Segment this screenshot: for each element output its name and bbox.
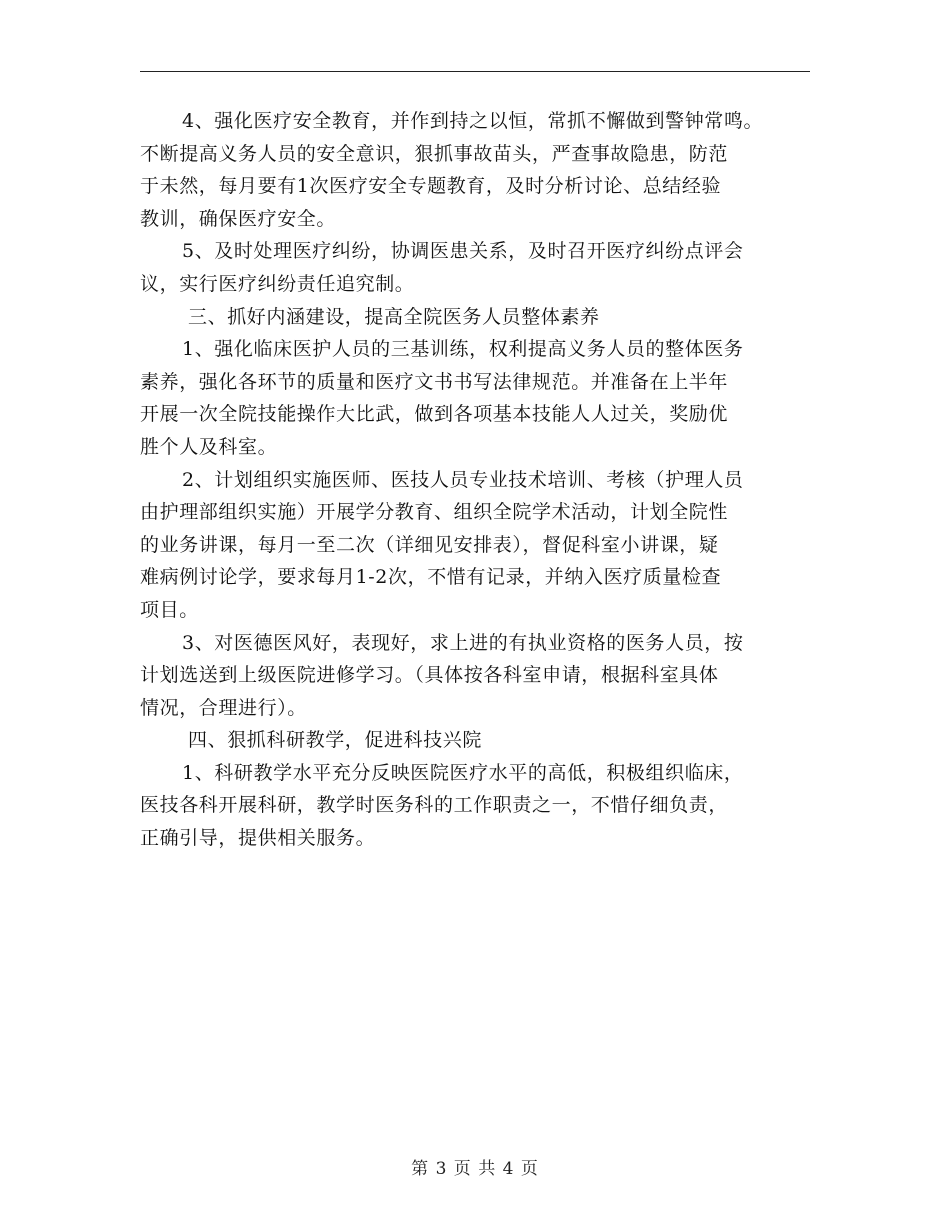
section4-item1-line-1: 1、科研教学水平充分反映医院医疗水平的高低，积极组织临床， — [182, 761, 744, 784]
section3-item2-line-2: 由护理部组织实施）开展学分教育、组织全院学术活动，计划全院性 — [140, 501, 729, 524]
section3-item1-line-4: 胜个人及科室。 — [140, 435, 278, 458]
section3-item1-line-1: 1、强化临床医护人员的三基训练，权利提高义务人员的整体医务 — [182, 338, 744, 361]
section-heading-4: 四、狠抓科研教学，促进科技兴院 — [188, 729, 483, 752]
section3-item3-line-3: 情况，合理进行）。 — [140, 696, 307, 719]
section3-item1-line-2: 素养，强化各环节的质量和医疗文书书写法律规范。并准备在上半年 — [140, 370, 729, 393]
section3-item2-line-5: 项目。 — [140, 598, 199, 621]
section3-item3-line-2: 计划选送到上级医院进修学习。（具体按各科室申请，根据科室具体 — [140, 664, 719, 687]
section3-item2-line-3: 的业务讲课，每月一至二次（详细见安排表），督促科室小讲课，疑 — [140, 533, 719, 556]
section4-item1-line-3: 正确引导，提供相关服务。 — [140, 827, 376, 850]
section-heading-3: 三、抓好内涵建设，提高全院医务人员整体素养 — [188, 305, 600, 328]
paragraph-4-line-1: 4、强化医疗安全教育，并作到持之以恒，常抓不懈做到警钟常鸣。 — [182, 110, 764, 132]
paragraph-4-line-4: 教训，确保医疗安全。 — [140, 207, 337, 230]
page-number-footer: 第 3 页 共 4 页 — [411, 1159, 539, 1179]
paragraph-5-line-2: 议，实行医疗纠纷责任追究制。 — [140, 272, 415, 295]
paragraph-5-line-1: 5、及时处理医疗纠纷，协调医患关系，及时召开医疗纠纷点评会 — [182, 240, 744, 263]
document-body — [140, 105, 812, 855]
section4-item1-line-2: 医技各科开展科研，教学时医务科的工作职责之一，不惜仔细负责， — [140, 794, 729, 817]
paragraph-4-line-2: 不断提高义务人员的安全意识，狠抓事故苗头，严查事故隐患，防范 — [140, 142, 729, 165]
header-rule — [140, 71, 810, 72]
section3-item2-line-1: 2、计划组织实施医师、医技人员专业技术培训、考核（护理人员 — [182, 468, 744, 491]
section3-item1-line-3: 开展一次全院技能操作大比武，做到各项基本技能人人过关，奖励优 — [140, 403, 729, 426]
section3-item3-line-1: 3、对医德医风好，表现好，求上进的有执业资格的医务人员，按 — [182, 631, 744, 654]
paragraph-4-line-3: 于未然，每月要有1次医疗安全专题教育，及时分析讨论、总结经验 — [140, 175, 722, 198]
section3-item2-line-4: 难病例讨论学，要求每月1-2次，不惜有记录，并纳入医疗质量检查 — [140, 566, 722, 589]
